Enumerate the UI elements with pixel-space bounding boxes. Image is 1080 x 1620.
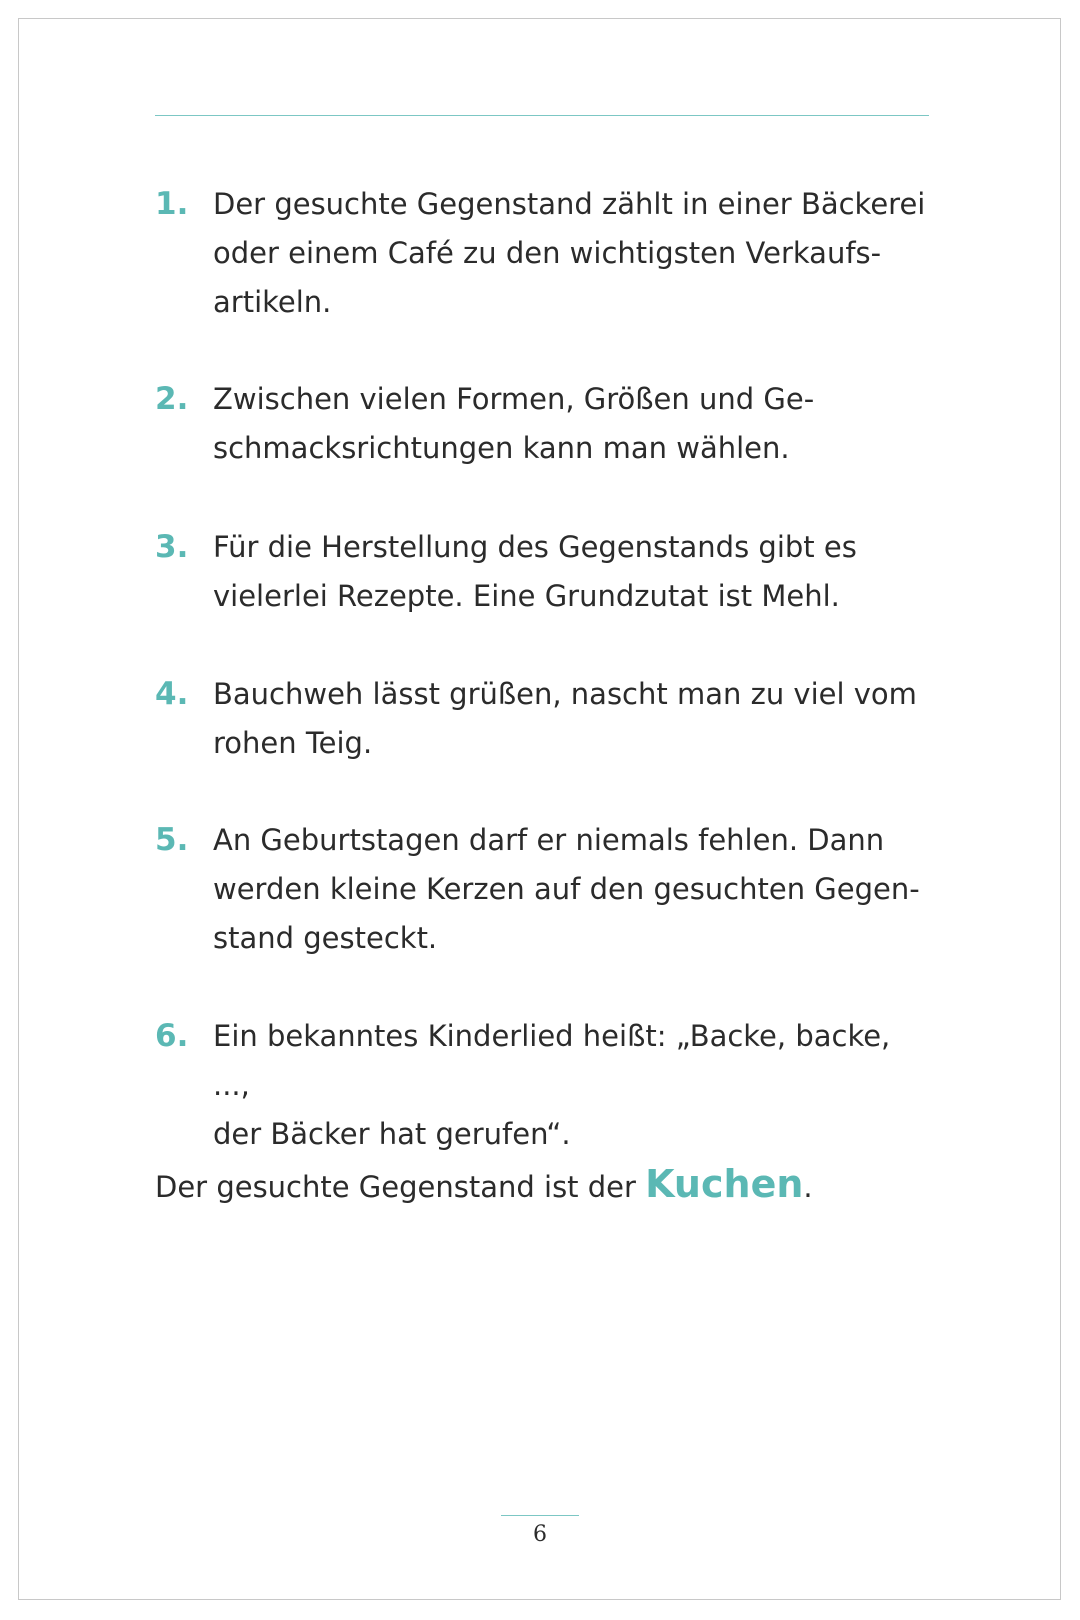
clue-text: An Geburtstagen darf er niemals fehlen. Dann werden kleine Kerzen auf den gesuchten Gegen- stand gesteckt. — [213, 823, 920, 955]
clue-number: 6. — [155, 1018, 189, 1054]
clue-item — [155, 375, 814, 473]
page-number: 6 — [533, 1522, 547, 1547]
answer-prefix: Der gesuchte Gegenstand ist der — [155, 1170, 646, 1204]
clue-item — [155, 816, 920, 963]
clue-text: Bauchweh lässt grüßen, nascht man zu viel vom rohen Teig. — [213, 677, 917, 760]
clue-number: 2. — [155, 381, 189, 417]
clue-number: 5. — [155, 822, 189, 858]
answer-word: Kuchen — [645, 1162, 804, 1206]
clue-text: Der gesuchte Gegenstand zählt in einer Bäckerei oder einem Café zu den wichtigsten Verkaufs- artikeln. — [213, 187, 926, 319]
clue-text: Für die Herstellung des Gegenstands gibt es vielerlei Rezepte. Eine Grundzutat ist Mehl. — [213, 530, 857, 613]
clue-number: 3. — [155, 529, 189, 565]
top-divider — [155, 115, 929, 116]
clue-text: Ein bekanntes Kinderlied heißt: „Backe, backe, ..., der Bäcker hat gerufen“. — [213, 1019, 891, 1151]
clue-item — [155, 523, 857, 621]
footer-divider — [501, 1515, 579, 1516]
clue-number: 1. — [155, 186, 189, 222]
clue-item — [155, 180, 925, 327]
clue-item — [155, 1012, 935, 1159]
answer-sentence — [155, 1160, 813, 1212]
answer-suffix: . — [803, 1170, 813, 1204]
clue-number: 4. — [155, 676, 189, 712]
clue-item — [155, 670, 917, 768]
clue-text: Zwischen vielen Formen, Größen und Ge- schmacksrichtungen kann man wählen. — [213, 382, 815, 465]
